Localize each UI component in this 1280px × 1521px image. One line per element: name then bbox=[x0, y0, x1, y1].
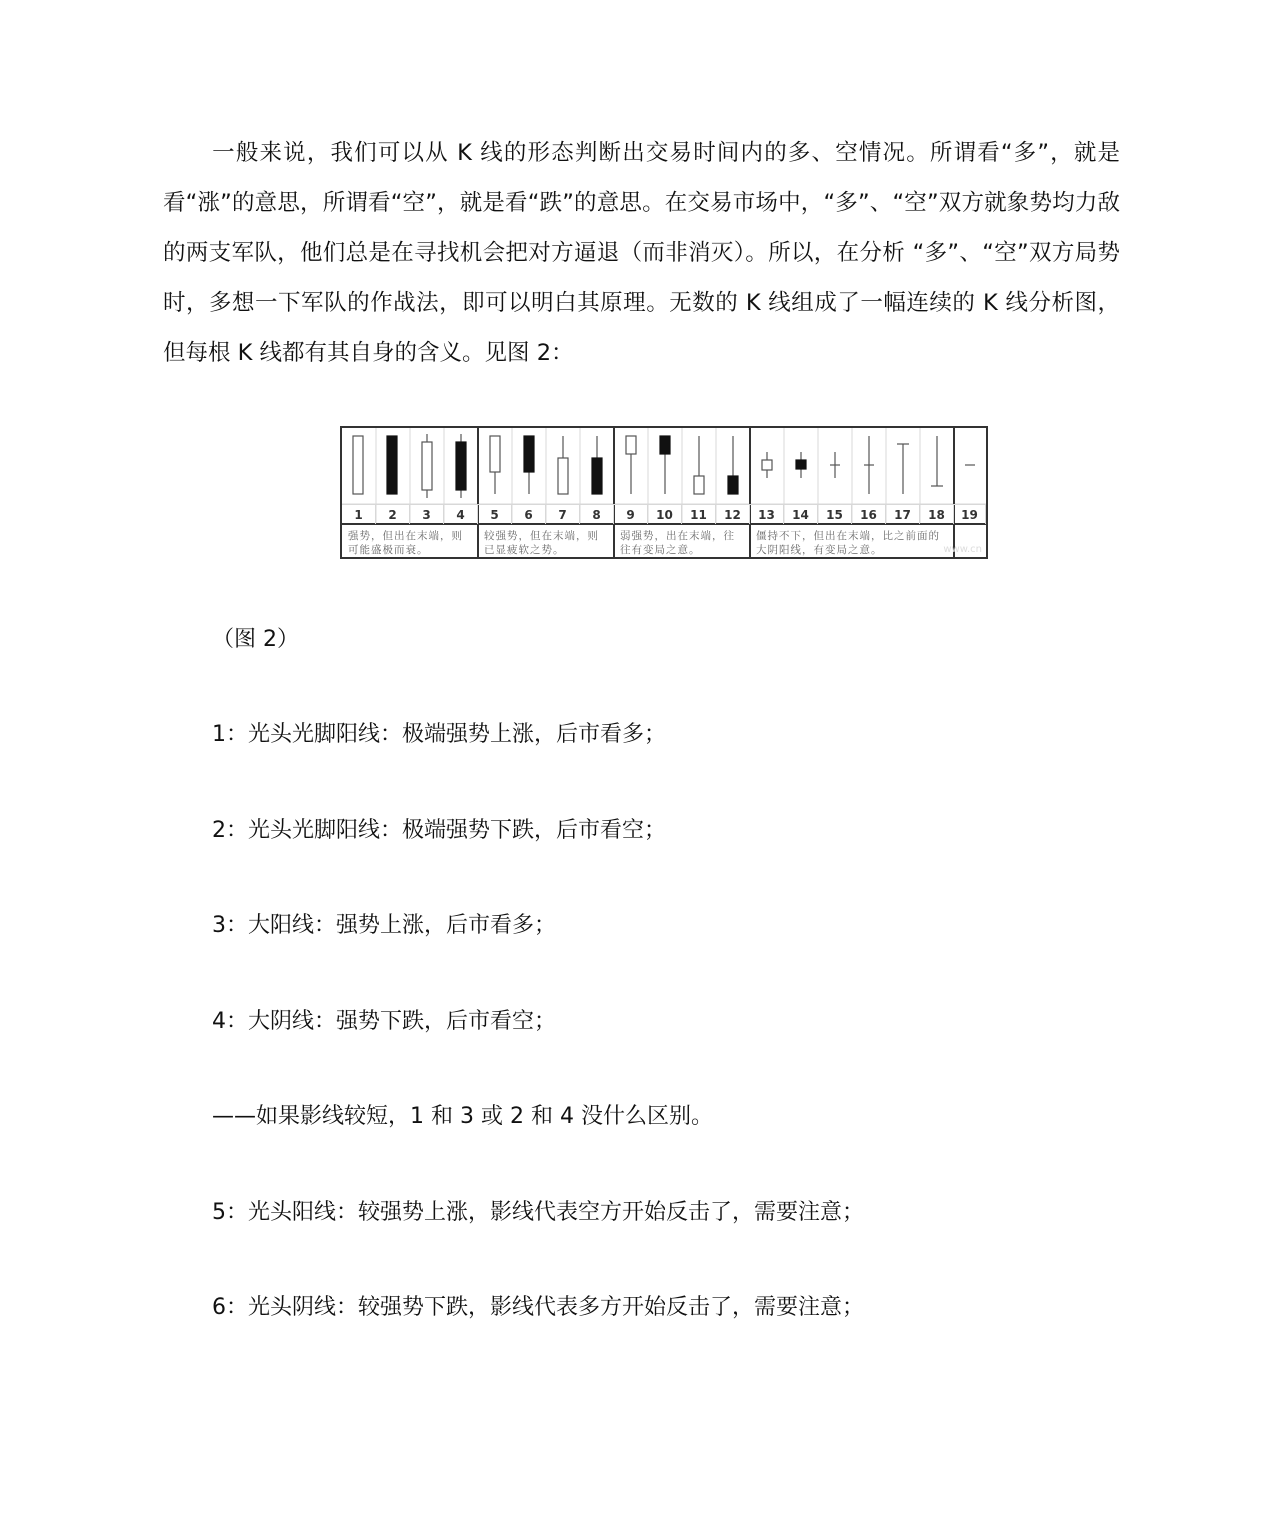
group-description: 强势，但出在末端，则可能盛极而衰。 bbox=[348, 530, 463, 556]
candle-number: 8 bbox=[580, 504, 614, 524]
list-note: ——如果影线较短，1 和 3 或 2 和 4 没什么区别。 bbox=[212, 1104, 713, 1129]
group-description: 较强势，但在末端，则已显疲软之势。 bbox=[484, 530, 599, 556]
intro-paragraph bbox=[163, 128, 1120, 378]
figure-caption: （图 2） bbox=[212, 627, 299, 652]
list-item: 1：光头光脚阳线：极端强势上涨，后市看多； bbox=[212, 722, 666, 747]
candle-number: 13 bbox=[750, 504, 784, 524]
group-description: 弱强势，出在末端，往往有变局之意。 bbox=[620, 530, 735, 556]
candle-number: 12 bbox=[716, 504, 750, 524]
candle-number: 14 bbox=[784, 504, 818, 524]
candle-number: 2 bbox=[376, 504, 410, 524]
candle-number: 18 bbox=[920, 504, 954, 524]
list-item: 2：光头光脚阳线：极端强势下跌，后市看空； bbox=[212, 818, 666, 843]
candle-number: 3 bbox=[410, 504, 444, 524]
candle-number: 15 bbox=[818, 504, 852, 524]
candle-number: 11 bbox=[682, 504, 716, 524]
candle-number: 5 bbox=[478, 504, 512, 524]
candle-number: 10 bbox=[648, 504, 682, 524]
candle-number: 7 bbox=[546, 504, 580, 524]
candle-number: 6 bbox=[512, 504, 546, 524]
candle-number: 19 bbox=[954, 504, 986, 524]
candlestick-figure bbox=[340, 426, 988, 559]
candle-number: 9 bbox=[614, 504, 648, 524]
intro-paragraph-text: 一般来说，我们可以从 K 线的形态判断出交易时间内的多、空情况。所谓看“多”，就是看“涨”的意思，所谓看“空”，就是看“跌”的意思。在交易市场中，“多”、“空”双方就象势均力敌的两支军队，他们总是在寻找机会把对方逼退（而非消灭）。所以，在分析 “多”、“空”双方局势时，多想一下军队的作战法，即可以明白其原理。无数的 K 线组成了一幅连续的 K 线分析图，但每根 K 线都有其自身的含义。见图 2： bbox=[163, 140, 1120, 366]
list-item: 5：光头阳线：较强势上涨，影线代表空方开始反击了，需要注意； bbox=[212, 1200, 864, 1225]
candle-number: 1 bbox=[342, 504, 376, 524]
list-item: 3：大阳线：强势上涨，后市看多； bbox=[212, 913, 556, 938]
watermark: www.cn bbox=[943, 544, 982, 555]
list-item: 4：大阴线：强势下跌，后市看空； bbox=[212, 1009, 556, 1034]
group-description: 僵持不下，但出在末端，比之前面的大阴阳线，有变局之意。 bbox=[756, 530, 940, 556]
candle-number: 17 bbox=[886, 504, 920, 524]
candle-number: 4 bbox=[444, 504, 478, 524]
list-item: 6：光头阴线：较强势下跌，影线代表多方开始反击了，需要注意； bbox=[212, 1295, 864, 1320]
candle-number: 16 bbox=[852, 504, 886, 524]
